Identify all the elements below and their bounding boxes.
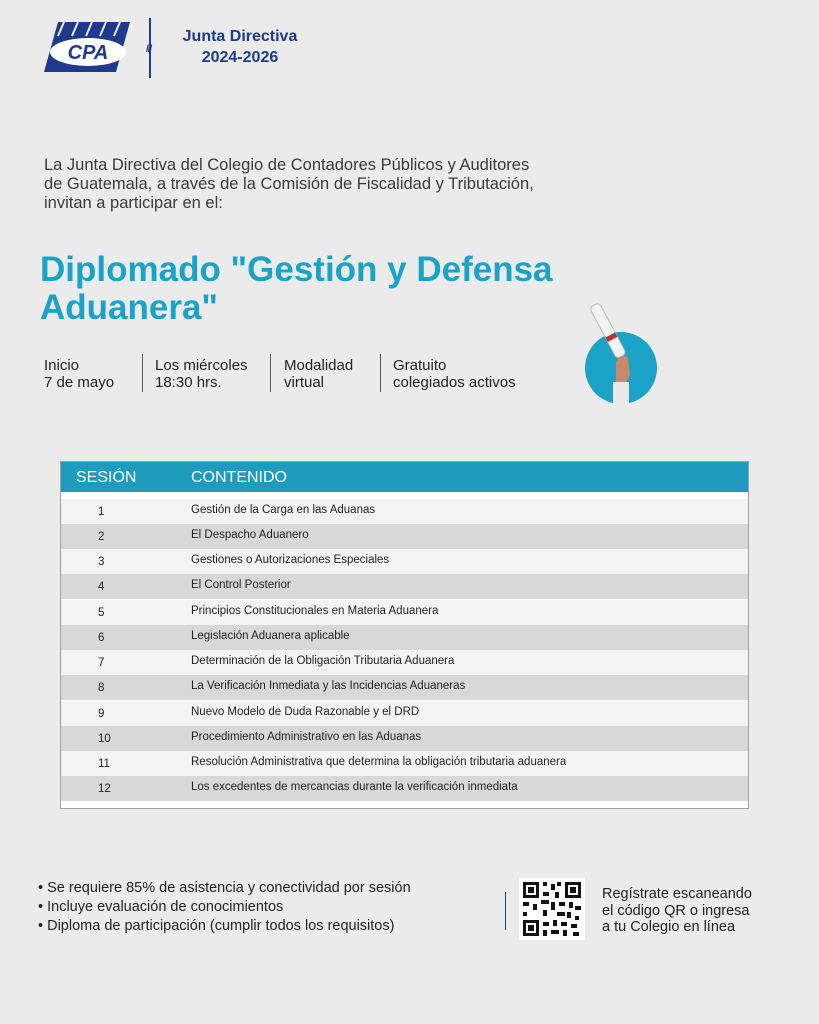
info-cost: Gratuito colegiados activos — [393, 357, 516, 391]
table-header — [61, 462, 748, 492]
info-divider — [270, 354, 271, 392]
cpa-logo — [44, 22, 130, 72]
table-row: 2 El Despacho Aduanero — [61, 524, 748, 549]
diploma-hand-icon — [582, 300, 662, 406]
svg-text:CPA: CPA — [67, 42, 109, 64]
table-row: 12 Los excedentes de mercancias durante la verificación inmediata — [61, 776, 748, 801]
table-row: 8 La Verificación Inmediata y las Incidencias Aduaneras — [61, 675, 748, 700]
header-content: CONTENIDO — [191, 469, 287, 486]
info-divider — [142, 354, 143, 392]
qr-code-icon[interactable] — [519, 878, 585, 940]
divider-slash-icon: /// — [146, 44, 152, 55]
footer-divider — [505, 892, 506, 930]
requirements-list — [38, 879, 508, 936]
table-row: 11 Resolución Administrativa que determina la obligación tributaria aduanera — [61, 751, 748, 776]
list-item: • Incluye evaluación de conocimientos — [38, 898, 508, 917]
header-session: SESIÓN — [76, 469, 137, 486]
table-row: 1 Gestión de la Carga en las Aduanas — [61, 499, 748, 524]
table-row: 5 Principios Constitucionales en Materia Aduanera — [61, 600, 748, 625]
table-row: 3 Gestiones o Autorizaciones Especiales — [61, 549, 748, 574]
info-modality: Modalidad virtual — [284, 357, 354, 391]
table-row: 4 El Control Posterior — [61, 574, 748, 599]
list-item: • Se requiere 85% de asistencia y conectividad por sesión — [38, 879, 508, 898]
sessions-table — [60, 461, 749, 809]
list-item: • Diploma de participación (cumplir todos los requisitos) — [38, 917, 508, 936]
info-schedule: Los miércoles 18:30 hrs. — [155, 357, 248, 391]
intro-text: La Junta Directiva del Colegio de Contadores Públicos y Auditores de Guatemala, a través de la Comisión de Fiscalidad y Tributación, invitan a participar en el: — [44, 156, 534, 212]
page-title: Diplomado "Gestión y Defensa Aduanera" — [40, 250, 553, 327]
table-row: 7 Determinación de la Obligación Tributaria Aduanera — [61, 650, 748, 675]
table-row: 10 Procedimiento Administrativo en las Aduanas — [61, 726, 748, 751]
table-row: 9 Nuevo Modelo de Duda Razonable y el DRD — [61, 701, 748, 726]
register-text: Regístrate escaneando el código QR o ingresa a tu Colegio en línea — [602, 886, 752, 935]
info-divider — [380, 354, 381, 392]
board-title: Junta Directiva 2024-2026 — [182, 28, 298, 66]
table-row: 6 Legislación Aduanera aplicable — [61, 625, 748, 650]
info-start: Inicio 7 de mayo — [44, 357, 115, 391]
